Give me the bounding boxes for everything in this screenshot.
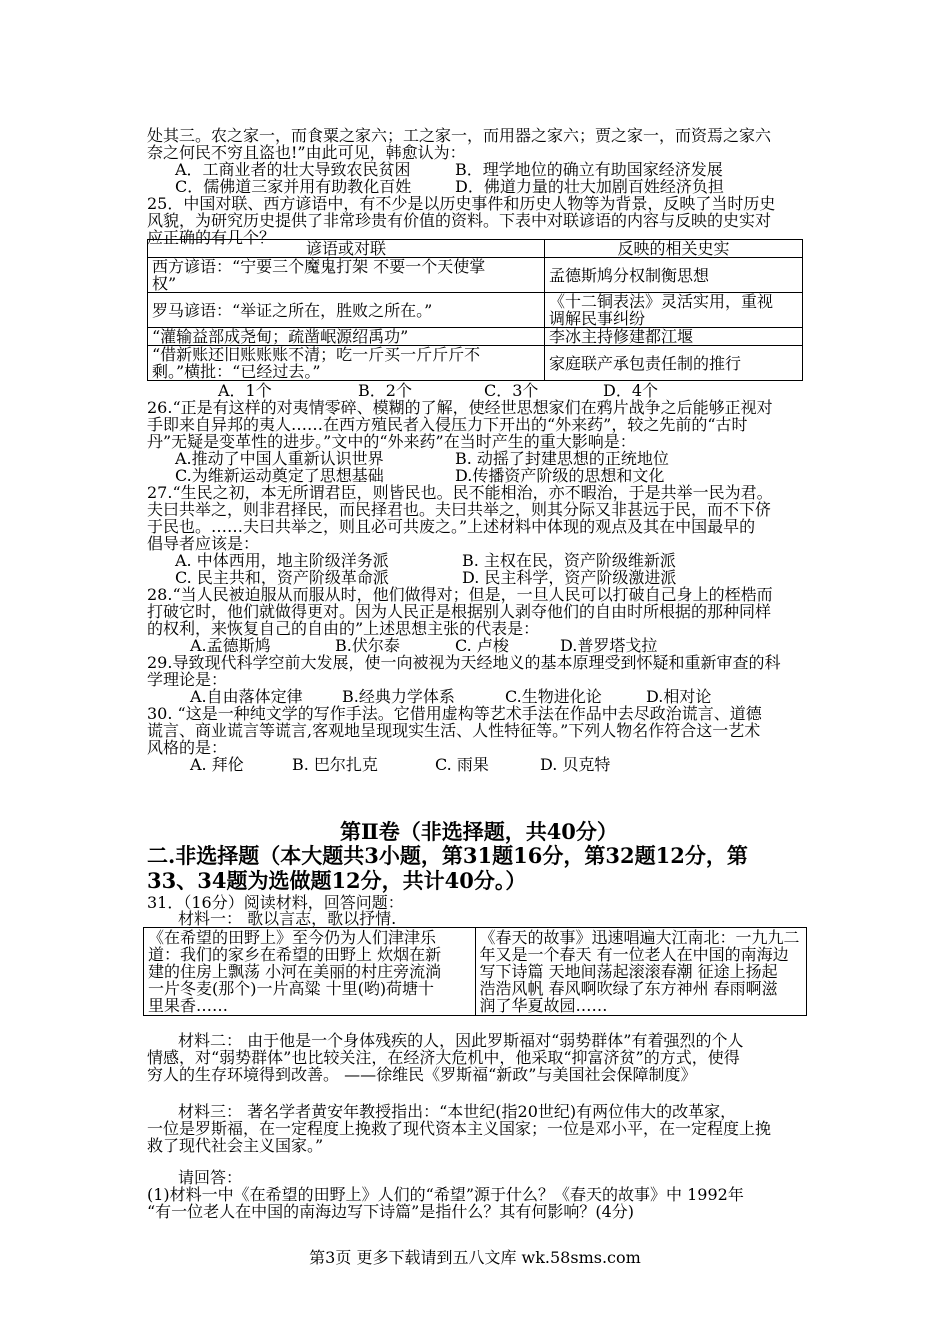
q25-header-right: 反映的相关史实	[545, 240, 803, 258]
q25-line-3: 应正确的有几个？	[147, 228, 276, 247]
q29-option-d: D.相对论	[646, 687, 712, 706]
q30-option-d: D. 贝克特	[540, 755, 611, 774]
table-row	[148, 258, 803, 293]
page-footer: 第3页 更多下载请到五八文库 wk.58sms.com	[309, 1248, 641, 1267]
q30-line-3: 风格的是：	[147, 738, 228, 757]
q28-line-1: 28.“当人民被迫服从而服从时，他们做得对；但是，一旦人民可以打破自己身上的桎梏而	[147, 585, 773, 604]
q27-line-1: 27.“生民之初，本无所谓君臣，则皆民也。民不能相治，亦不暇治，于是共举一民为君。	[147, 483, 773, 502]
q28-option-c: C. 卢梭	[455, 636, 509, 655]
q26-option-c: C.为维新运动奠定了思想基础	[175, 466, 384, 485]
q25-option-b: B．2个	[358, 381, 412, 400]
q30-line-2: 谎言、商业谎言等谎言,客观地呈现现实生活、人性特征等。”下列人物名作符合这一艺术	[147, 721, 761, 740]
q30-option-a: A. 拜伦	[190, 755, 244, 774]
q25-option-d: D．4个	[603, 381, 659, 400]
q26-line-1: 26.“正是有这样的对夷情零碎、模糊的了解，使经世思想家们在鸦片战争之后能够正视对	[147, 398, 773, 417]
q26-option-d: D.传播资产阶级的思想和文化	[455, 466, 665, 485]
q31-ask: 请回答：	[178, 1168, 243, 1187]
q31-material3-line-3: 救了现代社会主义国家。”	[147, 1136, 324, 1155]
q24-option-b: B．理学地位的确立有助国家经济发展	[455, 160, 723, 179]
q30-line-1: 30. “这是一种纯文学的写作手法。它借用虚构等艺术手法在作品中去尽政治谎言、道德	[147, 704, 762, 723]
q29-option-c: C.生物进化论	[505, 687, 602, 706]
q27-line-2: 夫曰共举之，则非君择民，而民择君也。夫曰共举之，则其分际又非甚远于民，而不下侪	[147, 500, 772, 519]
q28-option-d: D.普罗塔戈拉	[560, 636, 658, 655]
q27-option-d: D. 民主科学，资产阶级激进派	[462, 568, 677, 587]
q28-option-a: A.孟德斯鸠	[190, 636, 271, 655]
q31-material1-table	[143, 927, 807, 1016]
q25-option-a: A．1个	[218, 381, 272, 400]
q25-option-c: C．3个	[484, 381, 539, 400]
q28-line-2: 打破它时，他们就做得更对。因为人民正是根据别人剥夺他们的自由时所根据的那种同样	[147, 602, 772, 621]
q29-option-b: B.经典力学体系	[342, 687, 455, 706]
q25-line-2: 风貌，为研究历史提供了非常珍贵有价值的资料。下表中对联谚语的内容与反映的史实对	[147, 211, 772, 230]
q25-row3-right: 李冰主持修建都江堰	[545, 328, 803, 346]
q25-table-header	[148, 240, 803, 258]
part2-heading-line-1: 二.非选择题（本大题共3小题，第31题16分，第32题12分，第	[147, 843, 748, 868]
table-row	[148, 293, 803, 328]
q31-material2-line-2: 情感，对“弱势群体”也比较关注，在经济大危机中，他采取“抑富济贫”的方式，使得	[147, 1048, 740, 1067]
q31-material1-left: 《在希望的田野上》至今仍为人们津津乐 道：我们的家乡在希望的田野上 炊烟在新 建的住房上飘荡 小河在美丽的村庄旁流淌 一片冬麦(那个)一片高粱 十里(哟)荷塘十 里果香……	[144, 928, 476, 1016]
q30-option-b: B. 巴尔扎克	[292, 755, 378, 774]
q25-header-left: 谚语或对联	[148, 240, 545, 258]
q25-table	[147, 239, 803, 381]
q27-option-c: C. 民主共和，资产阶级革命派	[175, 568, 389, 587]
q29-line-2: 学理论是：	[147, 670, 228, 689]
q27-option-a: A. 中体西用，地主阶级洋务派	[175, 551, 389, 570]
q31-material1-right: 《春天的故事》迅速唱遍大江南北：一九九二 年又是一个春天 有一位老人在中国的南海边 写下诗篇 天地间荡起滚滚春潮 征途上扬起 浩浩风帆 春风啊吹绿了东方神州 春雨啊滋 润了华夏故园……	[475, 928, 807, 1016]
q30-option-c: C. 雨果	[435, 755, 489, 774]
q24-option-c: C．儒佛道三家并用有助教化百姓	[175, 177, 412, 196]
part2-title: 第Ⅱ卷（非选择题，共40分）	[340, 819, 618, 844]
q25-line-1: 25．中国对联、西方谚语中，有不少是以历史事件和历史人物等为背景，反映了当时历史	[147, 194, 776, 213]
q27-option-b: B. 主权在民，资产阶级维新派	[462, 551, 676, 570]
q24-option-a: A．工商业者的壮大导致农民贫困	[175, 160, 411, 179]
q31-material3-line-1: 材料三： 著名学者黄安年教授指出：“本世纪(指20世纪)有两位伟大的改革家，	[178, 1102, 737, 1121]
q25-row1-right: 孟德斯鸠分权制衡思想	[545, 258, 803, 293]
q26-line-2: 手即来自异邦的夷人……在西方殖民者入侵压力下开出的“外来药”，较之先前的“古时	[147, 415, 748, 434]
q24-line-2: 奈之何民不穷且盗也!”由此可见，韩愈认为：	[147, 143, 466, 162]
q28-option-b: B.伏尔泰	[335, 636, 400, 655]
q25-row1-left: 西方谚语：“宁要三个魔鬼打架 不要一个天使掌 权”	[148, 258, 545, 293]
q31-intro: 31．（16分）阅读材料，回答问题：	[147, 893, 404, 912]
q25-row4-right: 家庭联产承包责任制的推行	[545, 346, 803, 381]
q28-line-3: 的权利，来恢复自己的自由的”上述思想主张的代表是：	[147, 619, 540, 638]
q26-option-b: B. 动摇了封建思想的正统地位	[455, 449, 669, 468]
table-row	[148, 346, 803, 381]
q27-line-3: 于民也。……夫曰共举之，则且必可共废之。”上述材料中体现的观点及其在中国最早的	[147, 517, 756, 536]
q29-option-a: A.自由落体定律	[190, 687, 303, 706]
part2-heading-line-2: 33、34题为选做题12分，共计40分。）	[147, 868, 527, 893]
q24-line-1: 处其三。农之家一，而食粟之家六；工之家一，而用器之家六；贾之家一，而资焉之家六	[147, 126, 772, 145]
table-row	[148, 328, 803, 346]
q31-question1-line-1: (1)材料一中《在希望的田野上》人们的“希望”源于什么？《春天的故事》中 1992年	[147, 1185, 744, 1204]
q26-line-3: 丹”无疑是变革性的进步。”文中的“外来药”在当时产生的重大影响是：	[147, 432, 636, 451]
q24-option-d: D．佛道力量的壮大加剧百姓经济负担	[455, 177, 724, 196]
q25-row4-left: “借新账还旧账账账不清；吃一斤买一斤斤斤不 剩。”横批：“已经过去。”	[148, 346, 545, 381]
q31-material2-line-1: 材料二： 由于他是一个身体残疾的人，因此罗斯福对“弱势群体”有着强烈的个人	[178, 1031, 744, 1050]
q31-material3-line-2: 一位是罗斯福，在一定程度上挽救了现代资本主义国家；一位是邓小平，在一定程度上挽	[147, 1119, 772, 1138]
q31-material2-line-3: 穷人的生存环境得到改善。 ——徐维民《罗斯福“新政”与美国社会保障制度》	[147, 1065, 697, 1084]
q25-row2-right: 《十二铜表法》灵活实用，重视 调解民事纠纷	[545, 293, 803, 328]
q26-option-a: A.推动了中国人重新认识世界	[175, 449, 384, 468]
q29-line-1: 29.导致现代科学空前大发展，使一向被视为天经地义的基本原理受到怀疑和重新审查的科	[147, 653, 781, 672]
q31-question1-line-2: “有一位老人在中国的南海边写下诗篇”是指什么？其有何影响？(4分)	[147, 1202, 635, 1221]
q31-material1-label: 材料一： 歌以言志，歌以抒情.	[178, 909, 397, 928]
q25-row3-left: “灌输益部成尧甸；疏凿岷源绍禹功”	[148, 328, 545, 346]
q25-row2-left: 罗马谚语：“举证之所在，胜败之所在。”	[148, 293, 545, 328]
q27-line-4: 倡导者应该是：	[147, 534, 260, 553]
table-row	[144, 928, 807, 1016]
